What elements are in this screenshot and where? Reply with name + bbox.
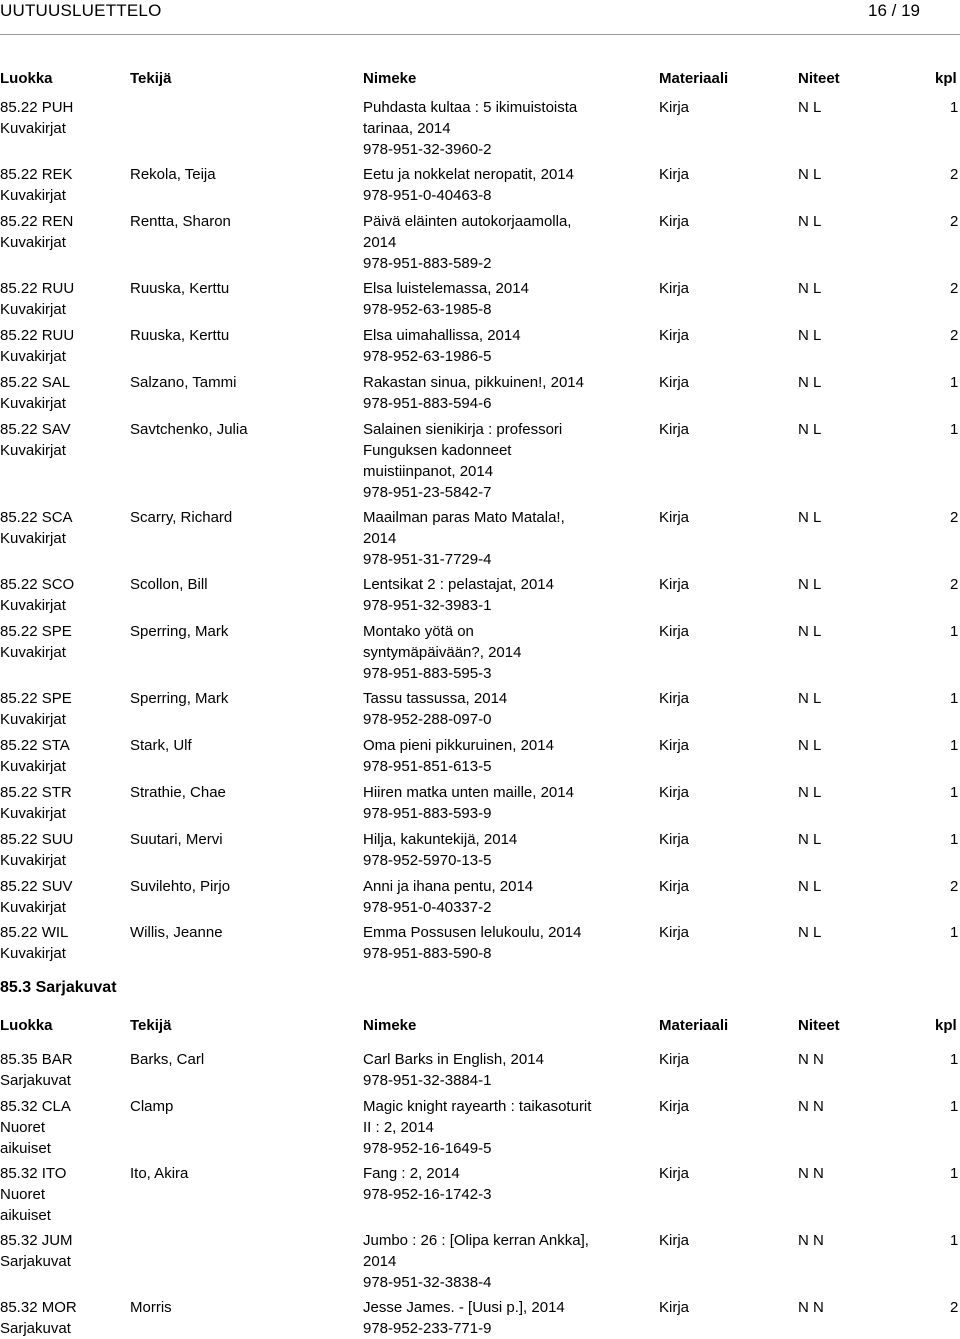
cell-materiaali: Kirja bbox=[659, 1232, 690, 1249]
cell-luokka: 85.22 SUU Kuvakirjat bbox=[0, 831, 74, 869]
cell-kpl: 2 bbox=[950, 213, 959, 230]
cell-luokka: 85.22 SCA Kuvakirjat bbox=[0, 509, 73, 547]
cell-kpl: 1 bbox=[950, 421, 959, 438]
cell-kpl: 1 bbox=[950, 1165, 959, 1182]
col-kpl: kpl bbox=[935, 70, 957, 87]
cell-niteet: N L bbox=[798, 737, 822, 754]
cell-luokka: 85.22 SAL Kuvakirjat bbox=[0, 374, 71, 412]
cell-materiaali: Kirja bbox=[659, 690, 690, 707]
cell-luokka: 85.32 MOR Sarjakuvat bbox=[0, 1299, 77, 1337]
cell-materiaali: Kirja bbox=[659, 374, 690, 391]
cell-materiaali: Kirja bbox=[659, 166, 690, 183]
cell-kpl: 1 bbox=[950, 737, 959, 754]
col-luokka: Luokka bbox=[0, 1017, 53, 1034]
cell-luokka: 85.22 STA Kuvakirjat bbox=[0, 737, 70, 775]
cell-luokka: 85.22 SPE Kuvakirjat bbox=[0, 690, 72, 728]
cell-tekija: Scarry, Richard bbox=[130, 509, 233, 526]
cell-materiaali: Kirja bbox=[659, 509, 690, 526]
cell-nimeke: Salainen sienikirja : professori Funguksen kadonneet muistiinpanot, 2014 978-951-23-5842-7 bbox=[363, 421, 563, 501]
cell-nimeke: Jumbo : 26 : [Olipa kerran Ankka], 2014 978-951-32-3838-4 bbox=[363, 1232, 589, 1291]
cell-tekija: Ito, Akira bbox=[130, 1165, 189, 1182]
cell-luokka: 85.22 SUV Kuvakirjat bbox=[0, 878, 73, 916]
cell-niteet: N N bbox=[798, 1165, 824, 1182]
cell-kpl: 1 bbox=[950, 623, 959, 640]
cell-niteet: N N bbox=[798, 1299, 824, 1316]
cell-materiaali: Kirja bbox=[659, 421, 690, 438]
cell-luokka: 85.22 RUU Kuvakirjat bbox=[0, 327, 75, 365]
cell-luokka: 85.22 PUH Kuvakirjat bbox=[0, 99, 74, 137]
cell-kpl: 1 bbox=[950, 374, 959, 391]
cell-materiaali: Kirja bbox=[659, 99, 690, 116]
cell-niteet: N L bbox=[798, 690, 822, 707]
cell-luokka: 85.22 SPE Kuvakirjat bbox=[0, 623, 72, 661]
cell-tekija: Ruuska, Kerttu bbox=[130, 327, 230, 344]
cell-kpl: 2 bbox=[950, 166, 959, 183]
cell-niteet: N L bbox=[798, 878, 822, 895]
cell-luokka: 85.32 JUM Sarjakuvat bbox=[0, 1232, 73, 1270]
cell-niteet: N N bbox=[798, 1098, 824, 1115]
cell-materiaali: Kirja bbox=[659, 327, 690, 344]
cell-tekija: Suutari, Mervi bbox=[130, 831, 223, 848]
cell-kpl: 2 bbox=[950, 576, 959, 593]
cell-nimeke: Elsa uimahallissa, 2014 978-952-63-1986-5 bbox=[363, 327, 521, 365]
cell-nimeke: Puhdasta kultaa : 5 ikimuistoista tarinaa, 2014 978-951-32-3960-2 bbox=[363, 99, 578, 158]
cell-materiaali: Kirja bbox=[659, 1098, 690, 1115]
cell-niteet: N L bbox=[798, 421, 822, 438]
cell-tekija: Strathie, Chae bbox=[130, 784, 226, 801]
cell-materiaali: Kirja bbox=[659, 924, 690, 941]
cell-tekija: Morris bbox=[130, 1299, 172, 1316]
cell-tekija: Ruuska, Kerttu bbox=[130, 280, 230, 297]
cell-niteet: N L bbox=[798, 213, 822, 230]
cell-materiaali: Kirja bbox=[659, 1165, 690, 1182]
page-title: UUTUUSLUETTELO bbox=[0, 1, 162, 20]
cell-kpl: 2 bbox=[950, 878, 959, 895]
cell-materiaali: Kirja bbox=[659, 1051, 690, 1068]
cell-nimeke: Magic knight rayearth : taikasoturit II : 2, 2014 978-952-16-1649-5 bbox=[363, 1098, 592, 1157]
cell-tekija: Rekola, Teija bbox=[130, 166, 216, 183]
cell-materiaali: Kirja bbox=[659, 576, 690, 593]
cell-niteet: N N bbox=[798, 1232, 824, 1249]
cell-kpl: 2 bbox=[950, 280, 959, 297]
cell-tekija: Scollon, Bill bbox=[130, 576, 208, 593]
cell-niteet: N L bbox=[798, 374, 822, 391]
cell-nimeke: Anni ja ihana pentu, 2014 978-951-0-40337-2 bbox=[363, 878, 534, 916]
col-nimeke: Nimeke bbox=[363, 1017, 417, 1034]
cell-materiaali: Kirja bbox=[659, 878, 690, 895]
cell-nimeke: Elsa luistelemassa, 2014 978-952-63-1985-8 bbox=[363, 280, 529, 318]
cell-materiaali: Kirja bbox=[659, 1299, 690, 1316]
cell-tekija: Suvilehto, Pirjo bbox=[130, 878, 231, 895]
cell-materiaali: Kirja bbox=[659, 213, 690, 230]
cell-niteet: N L bbox=[798, 623, 822, 640]
header-divider bbox=[0, 34, 960, 35]
col-kpl: kpl bbox=[935, 1017, 957, 1034]
cell-niteet: N L bbox=[798, 924, 822, 941]
cell-nimeke: Fang : 2, 2014 978-952-16-1742-3 bbox=[363, 1165, 492, 1203]
cell-tekija: Savtchenko, Julia bbox=[130, 421, 248, 438]
col-niteet: Niteet bbox=[798, 1017, 840, 1034]
cell-kpl: 2 bbox=[950, 509, 959, 526]
cell-kpl: 1 bbox=[950, 924, 959, 941]
cell-niteet: N L bbox=[798, 166, 822, 183]
cell-kpl: 1 bbox=[950, 1232, 959, 1249]
cell-nimeke: Jesse James. - [Uusi p.], 2014 978-952-233-771-9 bbox=[363, 1299, 565, 1337]
cell-nimeke: Hiiren matka unten maille, 2014 978-951-883-593-9 bbox=[363, 784, 574, 822]
cell-nimeke: Oma pieni pikkuruinen, 2014 978-951-851-613-5 bbox=[363, 737, 554, 775]
cell-materiaali: Kirja bbox=[659, 784, 690, 801]
cell-luokka: 85.22 STR Kuvakirjat bbox=[0, 784, 72, 822]
col-tekija: Tekijä bbox=[130, 70, 172, 87]
column-headers bbox=[0, 70, 960, 90]
cell-luokka: 85.22 RUU Kuvakirjat bbox=[0, 280, 75, 318]
cell-materiaali: Kirja bbox=[659, 831, 690, 848]
cell-nimeke: Hilja, kakuntekijä, 2014 978-952-5970-13-5 bbox=[363, 831, 518, 869]
cell-luokka: 85.22 SCO Kuvakirjat bbox=[0, 576, 75, 614]
cell-niteet: N L bbox=[798, 327, 822, 344]
cell-kpl: 1 bbox=[950, 1098, 959, 1115]
cell-luokka: 85.35 BAR Sarjakuvat bbox=[0, 1051, 73, 1089]
cell-tekija: Stark, Ulf bbox=[130, 737, 192, 754]
cell-niteet: N L bbox=[798, 509, 822, 526]
cell-kpl: 1 bbox=[950, 99, 959, 116]
cell-materiaali: Kirja bbox=[659, 280, 690, 297]
col-niteet: Niteet bbox=[798, 70, 840, 87]
cell-niteet: N L bbox=[798, 280, 822, 297]
cell-nimeke: Eetu ja nokkelat neropatit, 2014 978-951-0-40463-8 bbox=[363, 166, 574, 204]
col-tekija: Tekijä bbox=[130, 1017, 172, 1034]
col-nimeke: Nimeke bbox=[363, 70, 417, 87]
cell-materiaali: Kirja bbox=[659, 737, 690, 754]
page-number: 16 / 19 bbox=[868, 1, 920, 20]
cell-nimeke: Emma Possusen lelukoulu, 2014 978-951-883-590-8 bbox=[363, 924, 582, 962]
cell-nimeke: Montako yötä on syntymäpäivään?, 2014 978-951-883-595-3 bbox=[363, 623, 522, 682]
cell-tekija: Willis, Jeanne bbox=[130, 924, 223, 941]
cell-luokka: 85.22 REN Kuvakirjat bbox=[0, 213, 74, 251]
cell-nimeke: Päivä eläinten autokorjaamolla, 2014 978-951-883-589-2 bbox=[363, 213, 572, 272]
cell-kpl: 1 bbox=[950, 784, 959, 801]
cell-kpl: 1 bbox=[950, 690, 959, 707]
cell-niteet: N L bbox=[798, 576, 822, 593]
cell-luokka: 85.32 ITO Nuoret aikuiset bbox=[0, 1165, 67, 1224]
cell-tekija: Rentta, Sharon bbox=[130, 213, 231, 230]
cell-nimeke: Rakastan sinua, pikkuinen!, 2014 978-951-883-594-6 bbox=[363, 374, 584, 412]
cell-niteet: N N bbox=[798, 1051, 824, 1068]
col-materiaali: Materiaali bbox=[659, 1017, 729, 1034]
cell-tekija: Barks, Carl bbox=[130, 1051, 205, 1068]
col-materiaali: Materiaali bbox=[659, 70, 729, 87]
cell-nimeke: Tassu tassussa, 2014 978-952-288-097-0 bbox=[363, 690, 508, 728]
cell-luokka: 85.22 SAV Kuvakirjat bbox=[0, 421, 71, 459]
cell-tekija: Clamp bbox=[130, 1098, 174, 1115]
cell-niteet: N L bbox=[798, 784, 822, 801]
cell-niteet: N L bbox=[798, 831, 822, 848]
cell-tekija: Sperring, Mark bbox=[130, 623, 229, 640]
cell-kpl: 2 bbox=[950, 327, 959, 344]
cell-luokka: 85.22 REK Kuvakirjat bbox=[0, 166, 73, 204]
col-luokka: Luokka bbox=[0, 70, 53, 87]
cell-nimeke: Maailman paras Mato Matala!, 2014 978-951-31-7729-4 bbox=[363, 509, 565, 568]
page-header bbox=[0, 0, 960, 24]
cell-luokka: 85.32 CLA Nuoret aikuiset bbox=[0, 1098, 71, 1157]
section-title: 85.3 Sarjakuvat bbox=[0, 979, 117, 996]
cell-kpl: 1 bbox=[950, 831, 959, 848]
cell-tekija: Sperring, Mark bbox=[130, 690, 229, 707]
cell-niteet: N L bbox=[798, 99, 822, 116]
cell-nimeke: Lentsikat 2 : pelastajat, 2014 978-951-32-3983-1 bbox=[363, 576, 554, 614]
cell-nimeke: Carl Barks in English, 2014 978-951-32-3884-1 bbox=[363, 1051, 544, 1089]
cell-materiaali: Kirja bbox=[659, 623, 690, 640]
cell-tekija: Salzano, Tammi bbox=[130, 374, 237, 391]
cell-kpl: 2 bbox=[950, 1299, 959, 1316]
cell-kpl: 1 bbox=[950, 1051, 959, 1068]
column-headers-2 bbox=[0, 1017, 960, 1037]
cell-luokka: 85.22 WIL Kuvakirjat bbox=[0, 924, 69, 962]
